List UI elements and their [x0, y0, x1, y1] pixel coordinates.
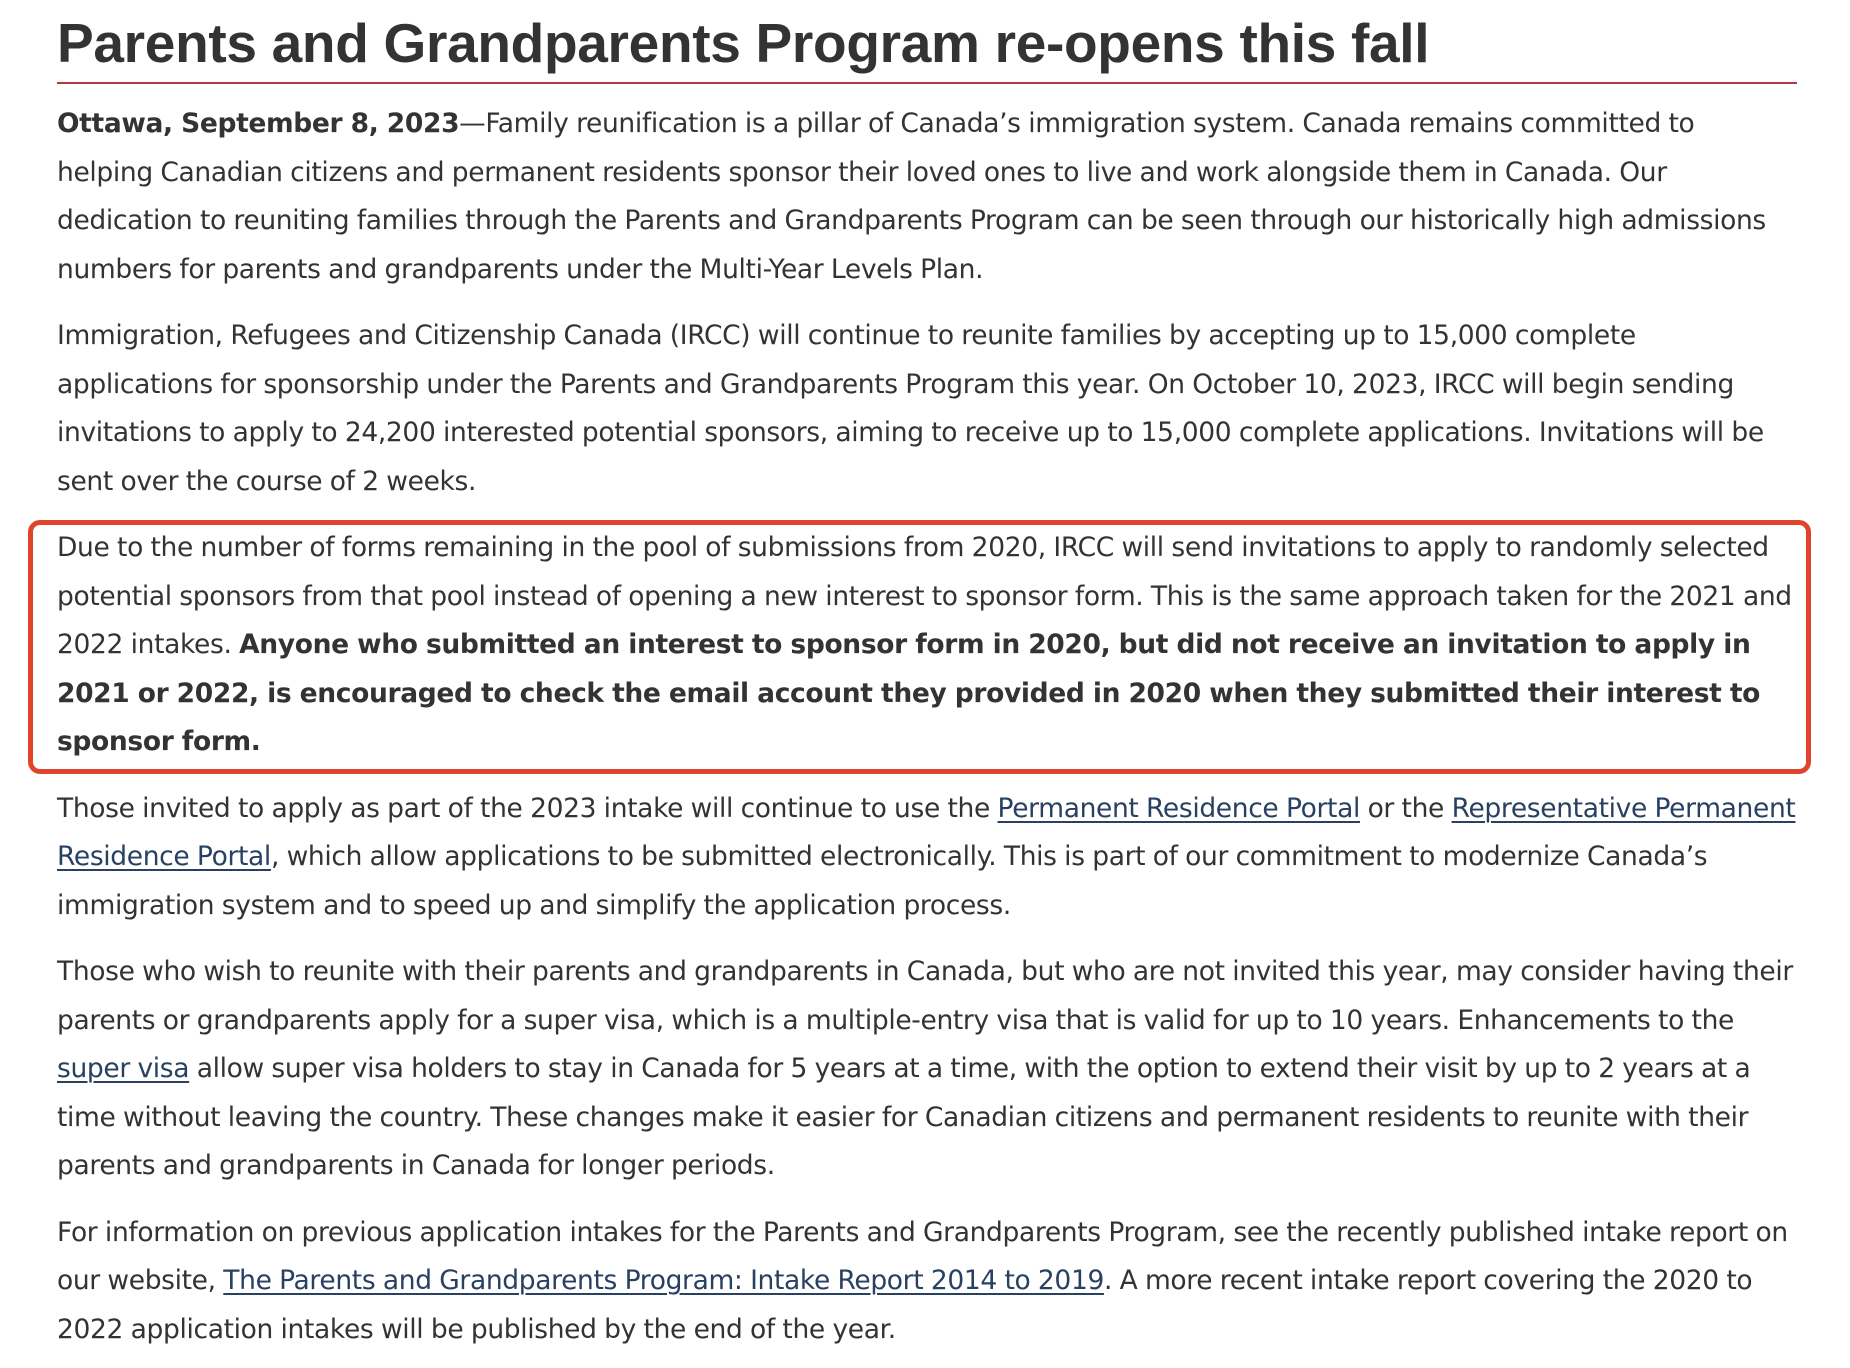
paragraph-intake-details: Immigration, Refugees and Citizenship Canada (IRCC) will continue to reunite families by accepting up to 15,000 complete applications for sponsorship under the Parents and Grandparents Program this year. On October 10, 2023, IRCC will begin sending invitations to apply to 24,200 interested potential sponsors, aiming to receive up to 15,000 complete applications. Invitations will be sent over the course of 2 weeks.: [57, 320, 1764, 497]
page-title: Parents and Grandparents Program re-opens this fall: [57, 12, 1430, 74]
intake-report-link[interactable]: The Parents and Grandparents Program: Intake Report 2014 to 2019: [223, 1265, 1104, 1296]
permanent-residence-portal-link[interactable]: Permanent Residence Portal: [997, 792, 1360, 824]
super-visa-link[interactable]: super visa: [57, 1053, 190, 1084]
paragraph-intake-report: [57, 1209, 1797, 1355]
intake-report-text-2: . A more recent intake report covering the 2020 to 2022 application intakes will be published by the end of the year.: [57, 1265, 1753, 1345]
dateline: Ottawa, September 8, 2023: [57, 108, 460, 139]
portals-text-1: Those invited to apply as part of the 2023 intake will continue to use the: [57, 792, 998, 824]
portals-text-3: , which allow applications to be submitted electronically. This is part of our commitment to modernize Canada’s immigration system and to speed up and simplify the application process.: [57, 841, 1708, 921]
paragraph-intro: [57, 100, 1797, 294]
paragraph-super-visa: [57, 948, 1797, 1191]
pool-text: Due to the number of forms remaining in the pool of submissions from 2020, IRCC will send invitations to apply to randomly selected potential sponsors from that pool instead of opening a new interest to sponsor form. This is the same approach taken for the 2021 and 2022 intakes.: [57, 532, 1792, 660]
highlight-annotation-box: [28, 520, 1811, 774]
intake-report-text-1: For information on previous application intakes for the Parents and Grandparents Program, see the recently published intake report on our website,: [57, 1216, 1788, 1296]
paragraph-portals: [57, 785, 1797, 931]
super-visa-text-1: Those who wish to reunite with their parents and grandparents in Canada, but who are not invited this year, may consider having their parents or grandparents apply for a super visa, which is a multiple-entry visa that is valid for up to 10 years. Enhancements to the: [57, 956, 1793, 1036]
super-visa-text-2: allow super visa holders to stay in Canada for 5 years at a time, with the option to extend their visit by up to 2 years at a time without leaving the country. These changes make it easier for Canadian citizens and permanent residents to reunite with their parents and grandparents in Canada for longer periods.: [57, 1053, 1751, 1181]
representative-portal-link[interactable]: Representative Permanent Residence Portal: [57, 792, 1796, 872]
title-divider: [57, 82, 1797, 84]
pool-notice-bold: Anyone who submitted an interest to sponsor form in 2020, but did not receive an invitation to apply in 2021 or 2022, is encouraged to check the email account they provided in 2020 when they submitted their interest to sponsor form.: [57, 629, 1761, 757]
intro-text: —Family reunification is a pillar of Canada’s immigration system. Canada remains committed to helping Canadian citizens and permanent residents sponsor their loved ones to live and work alongside them in Canada. Our dedication to reuniting families through the Parents and Grandparents Program can be seen through our historically high admissions numbers for parents and grandparents under the Multi-Year Levels Plan.: [57, 108, 1766, 285]
portals-text-2: or the: [1360, 792, 1452, 824]
